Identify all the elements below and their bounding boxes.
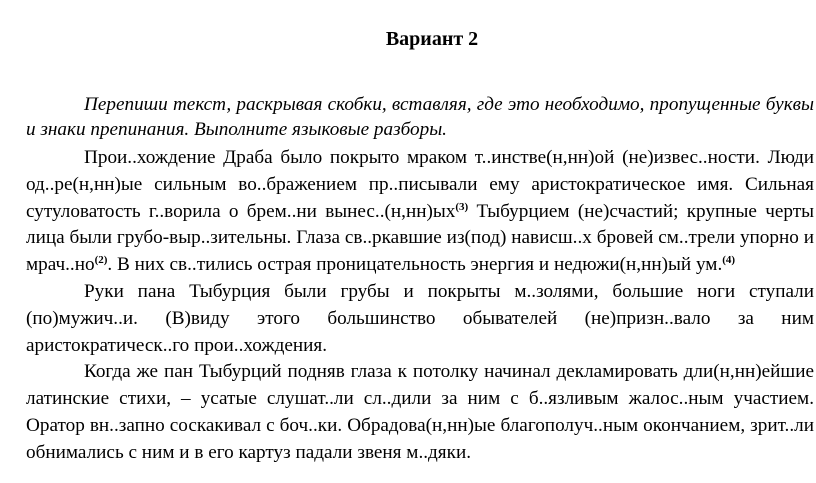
task-instruction: Перепиши текст, раскрывая скобки, вставляя, где это необходимо, пропущенные буквы и знаки препинания. Выполните языковые разборы. xyxy=(26,94,814,141)
paragraph-2 xyxy=(26,279,814,359)
document-title: Вариант 2 xyxy=(385,28,479,50)
parse-marker-3: (3) xyxy=(455,200,469,213)
exercise-text xyxy=(26,145,814,467)
paragraph-3 xyxy=(26,359,814,466)
paragraph-2-text: Руки пана Тыбурция были грубы и покрыты м..золями, большие ноги ступали (по)мужич..и. (В)виду этого большинство обывателей (не)призн..вало за ним аристократическ..го прои..хождения. xyxy=(26,280,814,356)
paragraph-1-part-3: . В них св..тились острая проницательность энергия и недюжи(н,нн)ый ум. xyxy=(107,254,723,276)
parse-marker-2: (2) xyxy=(94,254,108,267)
paragraph-3-text: Когда же пан Тыбурций подняв глаза к потолку начинал декламировать дли(н,нн)ейшие латинские стихи, – усатые слушат..ли сл..дили за ним с б..язливым жалос..ным участием. Оратор вн..запно соскакивал с боч..ки. Обрадова(н,нн)ые благополуч..ным окончанием, зрит..ли обнимались с ним и в его картуз падали звеня м..дяки. xyxy=(26,361,814,463)
paragraph-1-part-2: Тыбурцием (не)счастий; крупные черты лица были грубо-выр..зительны. Глаза св..ркавшие из(под) нависш..х бровей см..трели упорно и мрач..но xyxy=(26,200,814,276)
paragraph-1 xyxy=(26,145,814,279)
paragraph-1-part-1: Прои..хождение Драба было покрыто мраком т..инстве(н,нн)ой (не)извес..ности. Люди од..ре(н,нн)ые сильным во..бражением пр..писывали ему аристократическое имя. Сильная сутуловатость г..ворила о брем..ни вынес..(н,нн)ых xyxy=(26,147,814,222)
parse-marker-4: (4) xyxy=(722,254,736,267)
